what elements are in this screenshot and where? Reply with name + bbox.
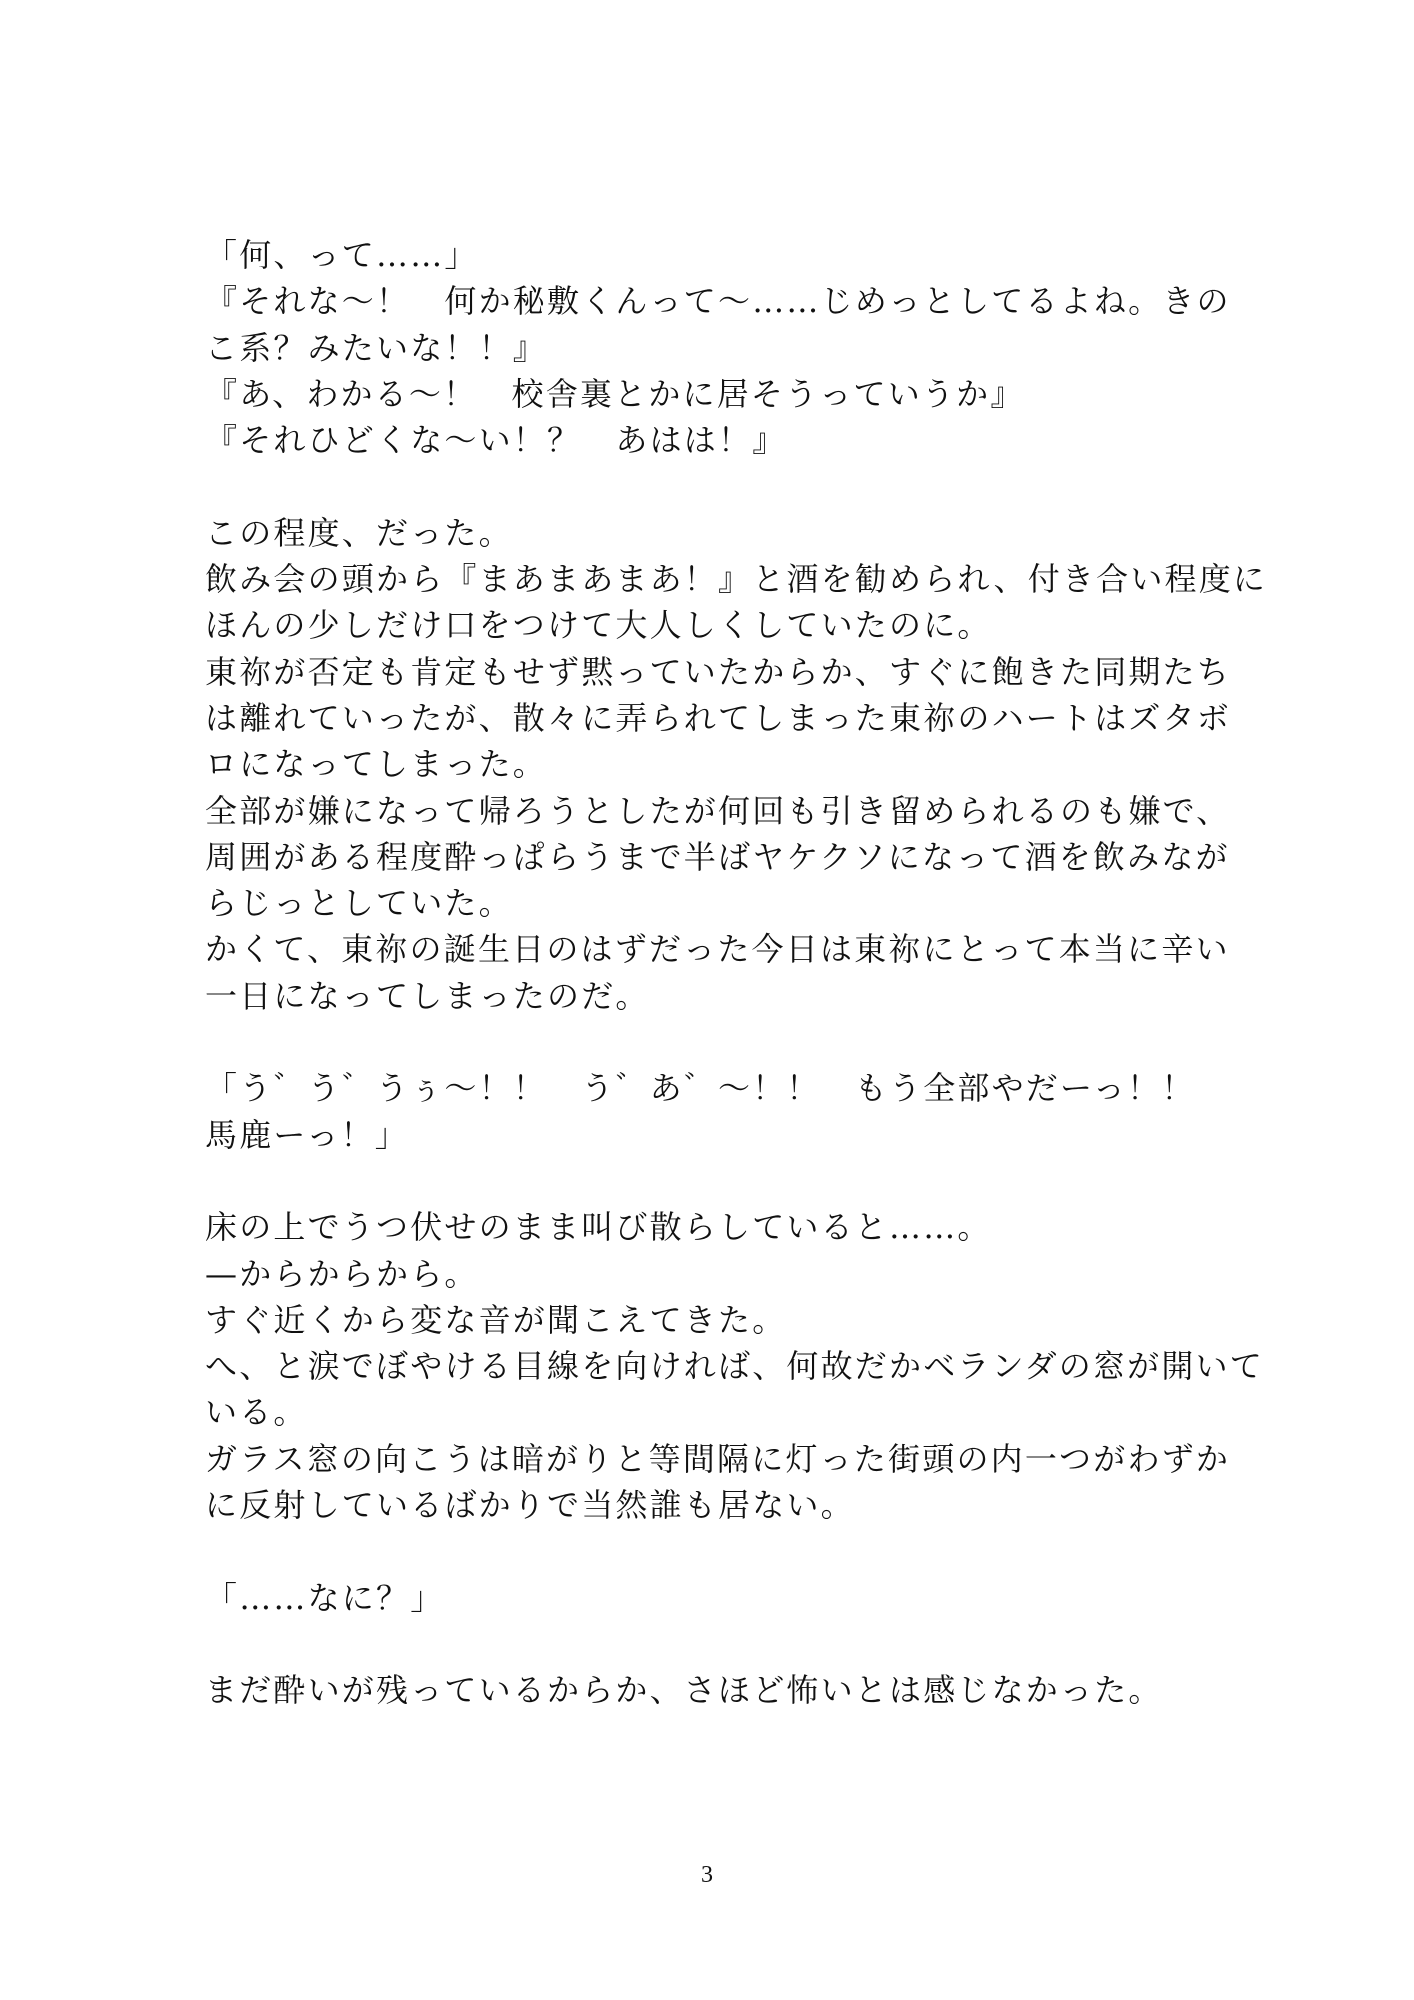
text-line: は離れていったが、散々に弄られてしまった東祢のハートはズタボ [205,698,1232,737]
paragraph-gap [205,1621,1215,1667]
text-line: らじっとしていた。 [205,884,513,923]
text-line: この程度、だった。 [205,513,513,552]
text-line: 飲み会の頭から『まあまあまあ！』と酒を勧められ、付き合い程度に [205,560,1268,599]
text-line: 「う゛う゛うぅ〜！！ う゛あ゛〜！！ もう全部やだーっ！！ [205,1069,1196,1108]
text-line: かくて、東祢の誕生日のはずだった今日は東祢にとって本当に辛い [205,930,1230,969]
text-line: まだ酔いが残っているからか、さほど怖いとは感じなかった。 [205,1671,1163,1710]
page-number: 3 [701,1862,713,1888]
text-line: 「何、って……」 [205,236,479,274]
text-line: ロになってしまった。 [205,745,548,784]
paragraph-gap [205,1528,1215,1574]
text-line: 『あ、わかる〜！ 校舎裏とかに居そうっていうか』 [205,374,1025,413]
text-line: 一日になってしまったのだ。 [205,976,650,1015]
text-line: 全部が嫌になって帰ろうとしたが何回も引き留められるのも嫌で、 [205,791,1231,830]
text-line: に反射しているばかりで当然誰も居ない。 [205,1486,855,1525]
paragraph-gap [205,463,1215,509]
text-line: 東祢が否定も肯定もせず黙っていたからか、すぐに飽きた同期たち [205,652,1232,691]
text-line: 「……なに？」 [205,1578,445,1617]
text-line: へ、と涙でぼやける目線を向ければ、何故だかベランダの窓が開いて [205,1347,1264,1386]
text-line: こ系？みたいな！！』 [205,328,548,367]
text-line: すぐ近くから変な音が聞こえてきた。 [205,1300,787,1339]
text-line: いる。 [205,1393,308,1432]
text-line: 周囲がある程度酔っぱらうまで半ばヤケクソになって酒を飲みなが [205,837,1230,876]
text-line: 床の上でうつ伏せのまま叫び散らしていると……。 [205,1208,992,1247]
paragraph-gap [205,1019,1215,1065]
text-line: —からからから。 [205,1254,479,1293]
paragraph-gap [205,1158,1215,1204]
text-line: ほんの少しだけ口をつけて大人しくしていたのに。 [205,606,992,645]
text-line: 馬鹿ーっ！」 [205,1115,409,1154]
text-line: ガラス窓の向こうは暗がりと等間隔に灯った街頭の内一つがわずか [205,1439,1231,1478]
text-line: 『それな〜！ 何か秘敷くんって〜……じめっとしてるよね。きの [205,282,1231,321]
text-line: 『それひどくな〜い！？ あはは！』 [205,421,787,460]
body-text [205,232,1268,1714]
